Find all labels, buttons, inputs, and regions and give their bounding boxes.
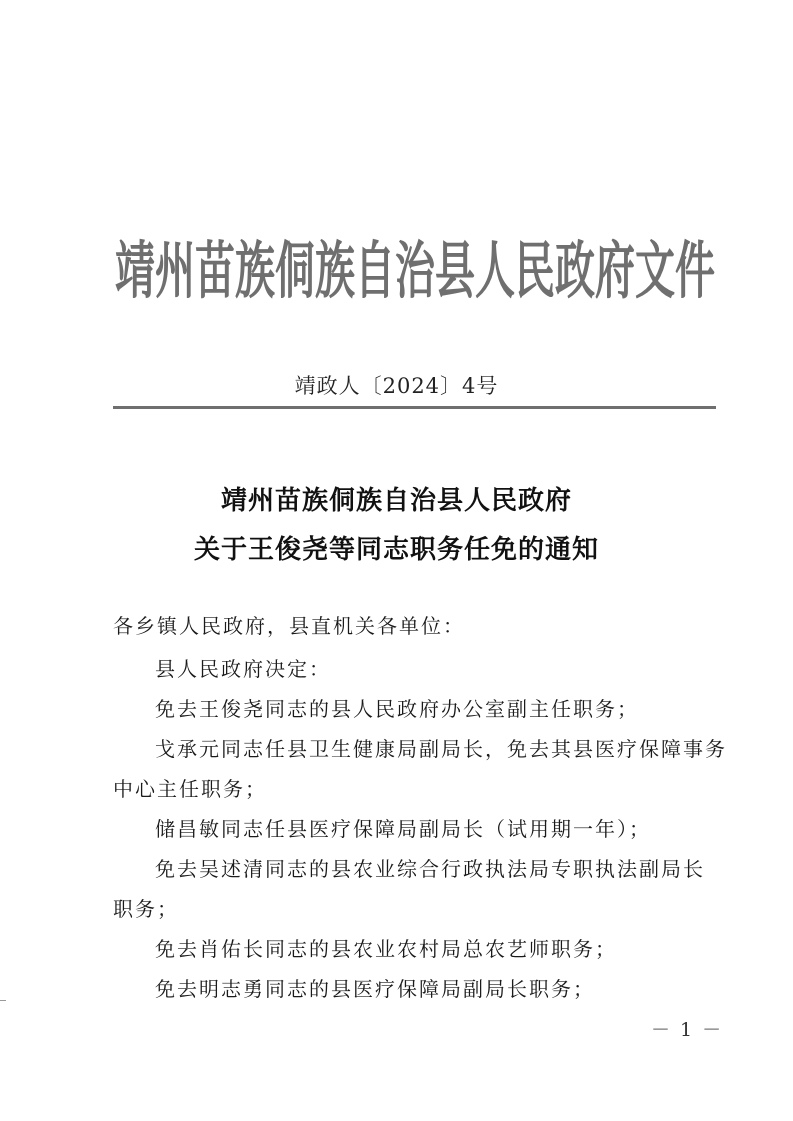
page-number: － 1 － — [651, 1019, 724, 1041]
paragraph-item: 免去明志勇同志的县医疗保障局副局长职务； — [155, 977, 595, 1001]
paragraph-item: 免去肖佑长同志的县农业农村局总农艺师职务； — [155, 937, 617, 961]
paragraph-item: 储昌敏同志任县医疗保障局副局长（试用期一年）； — [155, 817, 651, 841]
notice-title-line-1: 靖州苗族侗族自治县人民政府 — [220, 486, 572, 516]
paragraph-decision: 县人民政府决定： — [155, 657, 331, 681]
paragraph-item: 戈承元同志任县卫生健康局副局长，免去其县医疗保障事务 — [155, 737, 727, 761]
salutation: 各乡镇人民政府，县直机关各单位： — [113, 614, 465, 638]
margin-mark — [0, 1000, 6, 1001]
masthead-title: 靖州苗族侗族自治县人民政府文件 — [115, 234, 715, 307]
paragraph-item-continuation: 中心主任职务； — [113, 777, 267, 801]
document-number: 靖政人〔2024〕4号 — [294, 374, 499, 398]
notice-title-line-2: 关于王俊尧等同志职务任免的通知 — [193, 535, 599, 565]
masthead-svg — [113, 218, 718, 314]
paragraph-item-continuation: 职务； — [113, 897, 179, 921]
masthead — [113, 218, 718, 314]
paragraph-item: 免去王俊尧同志的县人民政府办公室副主任职务； — [155, 697, 639, 721]
header-divider — [113, 406, 716, 409]
paragraph-item: 免去吴述清同志的县农业综合行政执法局专职执法副局长 — [155, 857, 705, 881]
